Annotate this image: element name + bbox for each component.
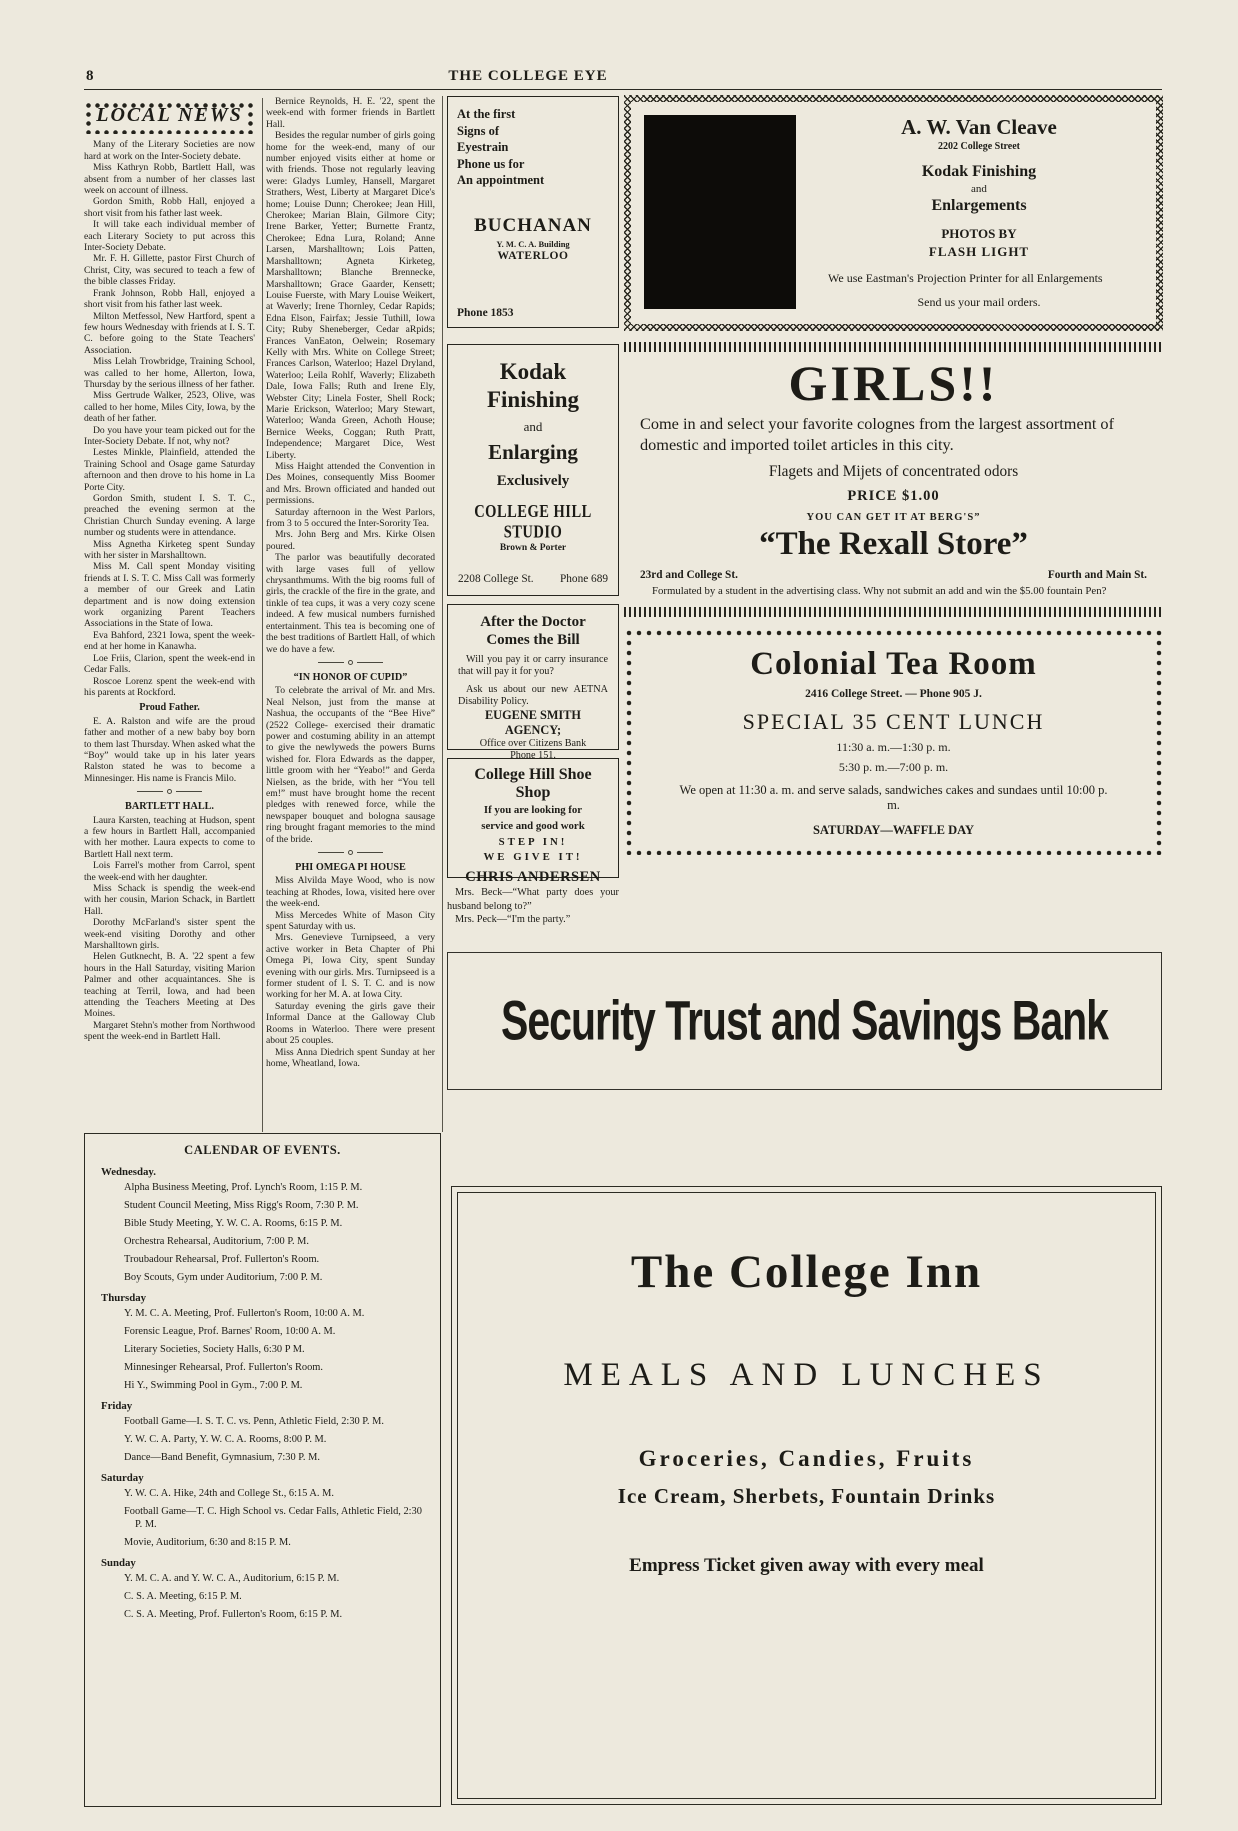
colonial-hours-1: 11:30 a. m.—1:30 p. m. (836, 739, 951, 754)
calendar-event: Football Game—T. C. High School vs. Cedar Falls, Athletic Field, 2:30 P. M. (124, 1506, 422, 1530)
news-paragraph: Mr. F. H. Gillette, pastor First Church of Christ, City, was secured to teach a few of the bible classes Friday. (84, 253, 255, 288)
news-paragraph: Miss Gertrude Walker, 2523, Olive, was called to her home, Miles City, Iowa, by the death of her father. (84, 390, 255, 425)
bergs-ad (624, 342, 1163, 617)
news-paragraph: Miss Haight attended the Convention in Des Moines, consequently Miss Boomer and Mrs. Brown officiated and handed out permissions. (266, 461, 435, 507)
security-trust-ad (447, 952, 1162, 1090)
comb-border-top (624, 342, 1163, 352)
buchanan-eyestrain-line: Signs of (457, 123, 500, 138)
colonial-hours-2: 5:30 p. m.—7:00 p. m. (838, 759, 949, 774)
joke-line-2: Mrs. Peck—“I'm the party.” (455, 914, 571, 925)
comb-border-bottom (624, 607, 1163, 617)
calendar-event: Y. M. C. A. Meeting, Prof. Fullerton's Room, 10:00 A. M. (124, 1308, 365, 1319)
colonial-name: Colonial Tea Room (750, 645, 1037, 682)
buchanan-name: BUCHANAN (474, 214, 592, 236)
news-paragraph: Gordon Smith, student I. S. T. C., preached the evening sermon at the Christian Church Sunday evening. A large number og students were in attendance. (84, 493, 255, 539)
college-inn-icecream: Ice Cream, Sherbets, Fountain Drinks (617, 1484, 996, 1508)
buchanan-phone: Phone 1853 (457, 307, 514, 319)
studio-and: and (523, 419, 543, 434)
news-paragraph: Miss Lelah Trowbridge, Training School, was called to her home, Allerton, Iowa, Thursday by the serious illness of her father. (84, 356, 255, 390)
calendar-day: Wednesday. (101, 1166, 156, 1178)
photo-placeholder (644, 115, 796, 309)
news-paragraph: Saturday afternoon in the West Parlors, from 3 to 5 occured the Inter-Sorority Tea. (266, 506, 435, 530)
news-paragraph: Gordon Smith, Robb Hall, enjoyed a short visit from his father last week. (84, 196, 255, 219)
smith-headline-2: Comes the Bill (486, 632, 580, 648)
studio-finishing: Finishing (486, 387, 580, 412)
news-column-2 (266, 96, 443, 1132)
bergs-get-it: YOU CAN GET IT AT BERG'S” (806, 512, 981, 523)
shoe-owner: CHRIS ANDERSEN (465, 869, 601, 885)
shoe-step-in: STEP IN! (498, 836, 568, 848)
ads-column (447, 96, 619, 927)
calendar-event: Alpha Business Meeting, Prof. Lynch's Room, 1:15 P. M. (124, 1182, 363, 1193)
local-news-title: LOCAL NEWS (96, 104, 243, 126)
calendar-event: Hi Y., Swimming Pool in Gym., 7:00 P. M. (124, 1380, 303, 1391)
calendar-event: Y. W. C. A. Party, Y. W. C. A. Rooms, 8:00 P. M. (124, 1434, 327, 1445)
calendar-day: Sunday (101, 1557, 136, 1569)
news-paragraph: Miss Anna Diedrich spent Sunday at her home, Wheatland, Iowa. (266, 1046, 435, 1069)
bergs-note: Formulated by a student in the advertising class. Why not submit an add and win the $5.00 fountain Pen? (652, 585, 1107, 597)
news-paragraph: Besides the regular number of girls going home for the week-end, many of our number enjoyed visits either at home or with friends. Those not regularly leaving were: Gladys Lumley, Hansell, Margaret Strathers, West, Liberty at Margaret Dice's home; Louise Dunn; Cherokee; Jean Hill, Cherokee; Marian Blain, Gilmore City; Irene Barker, Yetter; Burnette Frantz, Cherokee; Edna Lura, Roland; Anne Larsen, Marshalltown; Lois Patten, Marshalltown; Agneta Kirketeg, Marshalltown; Blanche Brennecke, Marshalltown; Grace Gaarder, Kensett; Louise Fuerste, with Mary Louise Weikert, at Waverly; Irene Thornley, Cedar Rapids; Edna Elson, Fairfax; Jessie Tuthill, Iowa City; Ruby Sheneberger, Cedar aRpids; Frances VanEaton, Oelwein; Rosemary Kelly with Mrs. White on College Street; Frances Carlson, Waterloo; Hazel Dryland, Waterloo; Leila Rohlf, Waverly; Elizabeth Dale, Iowa Falls; Ruth and Irene Ely, Webster City; Linela Foster, Shell Rock; Marie Erickson, Waterloo; Mary Stewart, Waterloo; Wanda Green, Achoth House; Bernice Weeks, Coggan; Ruth Pratt, Independence; Margaret Dice, West Liberty. (266, 130, 435, 461)
calendar-event: C. S. A. Meeting, 6:15 P. M. (124, 1591, 242, 1602)
masthead: THE COLLEGE EYE (448, 68, 608, 84)
college-hill-studio-ad (447, 344, 619, 596)
page-number: 8 (86, 68, 94, 84)
studio-phone: Phone 689 (559, 573, 608, 585)
calendar-event: Orchestra Rehearsal, Auditorium, 7:00 P. M. (124, 1236, 309, 1247)
van-cleave-inner (631, 102, 1156, 324)
bergs-price: PRICE $1.00 (847, 488, 940, 504)
college-inn-empress: Empress Ticket given away with every meal (629, 1555, 984, 1576)
calendar-event: Football Game—I. S. T. C. vs. Penn, Athletic Field, 2:30 P. M. (124, 1416, 384, 1427)
calendar-title: CALENDAR OF EVENTS. (184, 1143, 341, 1157)
calendar-event: Forensic League, Prof. Barnes' Room, 10:00 A. M. (124, 1326, 336, 1337)
buchanan-eyestrain-line: At the first (457, 107, 516, 121)
shoe-line-1: If you are looking for (483, 804, 583, 816)
calendar-event: Literary Societies, Society Halls, 6:30 P M. (124, 1344, 305, 1355)
college-inn-ad (451, 1186, 1162, 1805)
van-cleave-service-2: Enlargements (931, 197, 1027, 214)
section-divider (84, 786, 255, 797)
shoe-shop-ad (447, 758, 619, 885)
news-paragraph: Mrs. John Berg and Mrs. Kirke Olsen poured. (266, 529, 435, 552)
bergs-ad-body (624, 352, 1163, 607)
bergs-addresses (640, 569, 1147, 581)
van-cleave-and: and (971, 183, 987, 195)
college-inn-groceries: Groceries, Candies, Fruits (638, 1446, 975, 1471)
shoe-line-2: service and good work (481, 819, 585, 832)
proud-father-heading: Proud Father. (139, 702, 200, 714)
college-inn-inner (457, 1192, 1156, 1799)
news-paragraph: The parlor was beautifully decorated with large vases full of yellow chrysanthmums. With the big rooms full of girls, the crackle of the fire in the grate, and tinkle of tea cups, it was a very cozy scene indeed. A few musical numbers furnished entertainment. This tea is becoming one of the best traditions of Bartlett Hall, of which we do have a few. (266, 552, 435, 655)
local-news-column (84, 98, 263, 1132)
divider-ornament (348, 850, 353, 855)
shoe-shop-name: College Hill Shoe Shop (474, 766, 592, 801)
studio-name: COLLEGE HILL STUDIO (474, 502, 592, 543)
news-paragraph: Laura Karsten, teaching at Hudson, spent a few hours in Bartlett Hall, accompanied with her mother. Laura expects to come to Bartlett Hall next term. (84, 814, 255, 860)
van-cleave-ad (624, 95, 1163, 331)
security-trust-name: Security Trust and Savings Bank (501, 989, 1108, 1052)
calendar-of-events (84, 1133, 441, 1807)
news-paragraph: Miss Alvilda Maye Wood, who is now teaching at Rhodes, Iowa, visited here over the week-end. (266, 875, 435, 910)
news-paragraph: Miss Agnetha Kirketeg spent Sunday with her sister in Marshalltown. (84, 538, 255, 562)
news-paragraph: Miss M. Call spent Monday visiting friends at I. S. T. C. Miss Call was formerly a member of our Greek and Latin department and is now doing extension work organizing Parent Teachers Associations in the State of Iowa. (84, 561, 255, 630)
local-news-box-inner (91, 104, 248, 127)
phi-omega-heading: PHI OMEGA PI HOUSE (295, 862, 406, 873)
van-cleave-text (812, 115, 1146, 314)
smith-body-1: Will you pay it or carry insurance that will pay it for you? (458, 654, 608, 678)
news-paragraph: Miss Kathryn Robb, Bartlett Hall, was absent from a number of her classes last week on account of illness. (84, 162, 255, 197)
news-paragraph: Many of the Literary Societies are now hard at work on the Inter-Society debate. (84, 139, 255, 162)
college-inn-name: The College Inn (630, 1246, 983, 1298)
smith-office: Office over Citizens Bank (479, 738, 587, 750)
page-header (84, 64, 1162, 90)
studio-exclusively: Exclusively (496, 473, 570, 489)
buchanan-building: Y. M. C. A. Building (496, 238, 570, 249)
van-cleave-service-1: Kodak Finishing (921, 163, 1037, 180)
studio-kodak: Kodak (499, 359, 567, 384)
news-paragraph: Helen Gutknecht, B. A. '22 spent a few hours in the Hall Saturday, visiting Marion Palmer and other acquaintances. She is teaching at Terril, Iowa, and had been attending the Teachers Meeting at Des Moines. (84, 951, 255, 1020)
van-cleave-body: We use Eastman's Projection Printer for all Enlargements (828, 271, 1103, 285)
news-paragraph: Roscoe Lorenz spent the week-end with his parents at Rockford. (84, 675, 255, 698)
news-paragraph: Frank Johnson, Robb Hall, enjoyed a short visit from his father last week. (84, 287, 255, 311)
news-paragraph: Milton Metfessol, New Hartford, spent a few hours Wednesday with friends at I. S. T. C. before going to the State Teachers' Association. (84, 310, 255, 356)
van-cleave-address: 2202 College Street (937, 141, 1020, 152)
colonial-tea-room-ad (624, 628, 1163, 855)
smith-agency-name: EUGENE SMITH AGENCY; (484, 708, 581, 738)
section-divider (266, 847, 435, 858)
buchanan-city: WATERLOO (497, 249, 569, 262)
calendar-event: Dance—Band Benefit, Gymnasium, 7:30 P. M. (124, 1452, 320, 1463)
news-paragraph: Dorothy McFarland's sister spent the week-end visiting Dorothy and other Marshalltown girls. (84, 917, 255, 952)
news-paragraph: Miss Mercedes White of Mason City spent Saturday with us. (266, 909, 435, 933)
news-paragraph: Lestes Minkle, Plainfield, attended the Training School and Osage game Saturday afternoon and then drove to his home in La Porte City. (84, 447, 255, 493)
calendar-event: Y. W. C. A. Hike, 24th and College St., 6:15 A. M. (124, 1488, 334, 1499)
news-paragraph: Loe Friis, Clarion, spent the week-end in Cedar Falls. (84, 652, 255, 676)
news-paragraph: E. A. Ralston and wife are the proud father and mother of a new baby boy born to them last Thursday. When asked what the “Boy” would take up in his later years Ralston stated he was to become a Minnesinger. His name is Francis Milo. (84, 715, 255, 784)
bergs-copy: Come in and select your favorite colognes from the largest assortment of domestic and imported toilet articles in this city. (640, 414, 1114, 454)
news-paragraph: It will take each individual member of each Literary Society to put across this Inter-Society Debate. (84, 219, 255, 254)
bergs-headline: GIRLS!! (788, 355, 999, 411)
rexall-store-name: “The Rexall Store” (759, 526, 1028, 562)
divider-ornament (348, 660, 353, 665)
calendar-event: Bible Study Meeting, Y. W. C. A. Rooms, 6:15 P. M. (124, 1218, 343, 1229)
colonial-address: 2416 College Street. — Phone 905 J. (805, 687, 982, 700)
news-paragraph: Bernice Reynolds, H. E. '22, spent the week-end with former friends in Bartlett Hall. (266, 96, 435, 130)
bartlett-hall-heading: BARTLETT HALL. (125, 801, 214, 813)
bergs-sub: Flagets and Mijets of concentrated odors (768, 463, 1019, 480)
calendar-event: C. S. A. Meeting, Prof. Fullerton's Room, 6:15 P. M. (124, 1609, 343, 1620)
smith-headline-1: After the Doctor (480, 614, 586, 630)
studio-owners: Brown & Porter (499, 543, 567, 553)
eugene-smith-ad (447, 604, 619, 762)
right-ads-column (624, 95, 1163, 855)
college-inn-meals: MEALS AND LUNCHES (563, 1357, 1050, 1393)
shoe-we-give-it: WE GIVE IT! (483, 851, 583, 863)
van-cleave-flash-light: FLASH LIGHT (928, 244, 1030, 259)
calendar-event: Minnesinger Rehearsal, Prof. Fullerton's Room. (124, 1362, 323, 1373)
news-paragraph: To celebrate the arrival of Mr. and Mrs. Neal Nelson, just from the manse at Nashua, the occupants of the “Bee Hive” (2522 College- exercised their dramatic power and costuming ability in an attempt to give the newlyweds the powers Burns wished for. Flora Edwards as the dapper, little groom with her “Yeabo!” and Gerda Nielsen, as the bride, with her “You tell em!” must have brought home the recent pledges with renewed force, while the newspaper bouquet and bologna sausage ring brought fragant memories to the mind of the bride. (266, 685, 435, 845)
buchanan-eyestrain-line: An appointment (457, 173, 545, 187)
buchanan-eyestrain-line: Eyestrain (457, 140, 509, 154)
calendar-event: Y. M. C. A. and Y. W. C. A., Auditorium, 6:15 P. M. (124, 1573, 340, 1584)
colonial-special: SPECIAL 35 CENT LUNCH (742, 708, 1045, 734)
calendar-day: Thursday (101, 1292, 147, 1304)
calendar-event: Boy Scouts, Gym under Auditorium, 7:00 P. M. (124, 1272, 323, 1283)
calendar-event: Movie, Auditorium, 6:30 and 8:15 P. M. (124, 1537, 291, 1548)
bergs-address-right: Fourth and Main St. (1047, 569, 1147, 581)
van-cleave-mail: Send us your mail orders. (917, 295, 1041, 309)
joke-item (447, 886, 619, 927)
news-paragraph: Do you have your team picked out for the Inter-Society Debate. If not, why not? (84, 424, 255, 447)
calendar-event: Troubadour Rehearsal, Prof. Fullerton's Room. (124, 1254, 320, 1265)
van-cleave-name: A. W. Van Cleave (901, 115, 1057, 139)
joke-line-1: Mrs. Beck—“What party does your husband belong to?” (447, 887, 619, 912)
studio-enlarging: Enlarging (488, 440, 578, 464)
colonial-body: We open at 11:30 a. m. and serve salads, sandwiches cakes and sundaes until 10:00 p. m. (679, 782, 1108, 812)
van-cleave-photos-by: PHOTOS BY (941, 226, 1017, 241)
buchanan-ad (447, 96, 619, 328)
calendar-day: Friday (101, 1400, 133, 1412)
studio-address-row (457, 573, 609, 585)
colonial-inner (632, 636, 1155, 847)
news-paragraph: Mrs. Genevieve Turnipseed, a very active worker in Beta Chapter of Phi Omega Pi, Iowa City, spent Sunday evening with our girls. Mrs. Turnipseed is a former student of I. S. T. C. and is now working for her M. A. at Iowa City. (266, 932, 435, 1001)
news-paragraph: Margaret Stehn's mother from Northwood spent the week-end in Bartlett Hall. (84, 1019, 255, 1043)
colonial-waffle-day: SATURDAY—WAFFLE DAY (812, 822, 975, 837)
cupid-heading: “IN HONOR OF CUPID” (293, 671, 408, 683)
news-paragraph: Eva Bahford, 2321 Iowa, spent the week-end at her home in Kanawha. (84, 629, 255, 653)
smith-phone: Phone 151. (510, 750, 556, 762)
local-news-box (84, 101, 255, 134)
section-divider (266, 657, 435, 668)
news-paragraph: Saturday evening the girls gave their Informal Dance at the Galloway Club Rooms in Waterloo. There were present about 25 couples. (266, 1000, 435, 1047)
news-paragraph: Lois Farrel's mother from Carrol, spent the week-end with her daughter. (84, 860, 255, 883)
studio-address: 2208 College St. (458, 573, 534, 585)
buchanan-eyestrain-line: Phone us for (457, 156, 525, 171)
calendar-event: Student Council Meeting, Miss Rigg's Room, 7:30 P. M. (124, 1200, 359, 1211)
bergs-address-left: 23rd and College St. (640, 569, 738, 581)
divider-ornament (167, 789, 172, 794)
calendar-day: Saturday (101, 1472, 144, 1484)
smith-body-2: Ask us about our new AETNA Disability Policy. (458, 683, 608, 707)
news-paragraph: Miss Schack is spendig the week-end with her cousin, Marion Schack, in Bartlett Hall. (84, 883, 255, 917)
